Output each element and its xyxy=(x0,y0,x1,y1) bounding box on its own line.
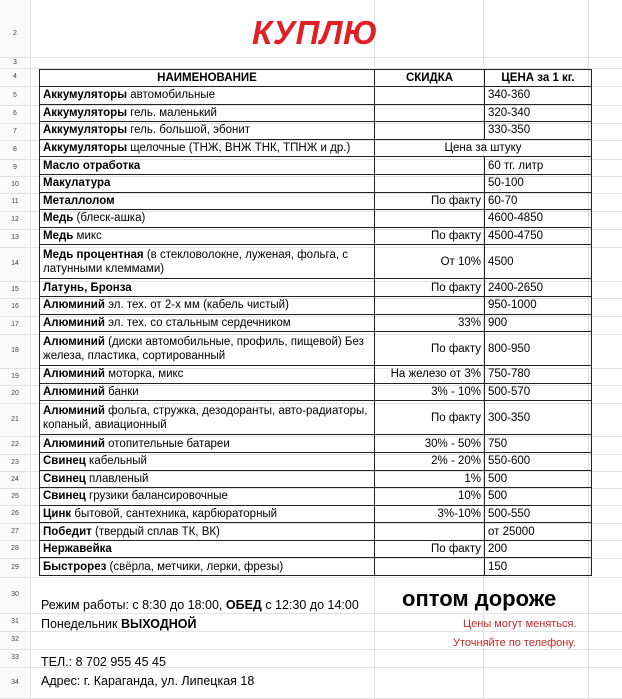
item-name-bold: Алюминий xyxy=(43,386,105,399)
item-name-bold: Макулатура xyxy=(43,177,111,190)
item-name xyxy=(40,122,375,140)
item-name-bold: Свинец xyxy=(43,472,86,485)
row-number[interactable]: 26 xyxy=(11,510,19,517)
item-discount: 2% - 20% xyxy=(375,452,485,470)
table-row xyxy=(40,435,592,453)
item-discount: 33% xyxy=(375,314,485,332)
item-price: 50-100 xyxy=(485,174,592,192)
table-row xyxy=(40,366,592,384)
item-price: 800-950 xyxy=(485,332,592,366)
item-name-bold: Алюминий xyxy=(43,368,105,381)
item-discount: По факту xyxy=(375,227,485,245)
item-discount: 3%-10% xyxy=(375,505,485,523)
item-name xyxy=(40,87,375,105)
table-row xyxy=(40,279,592,297)
item-discount: 30% - 50% xyxy=(375,435,485,453)
row-number[interactable]: 9 xyxy=(13,163,17,171)
item-name-detail: (свёрла, метчики, лерки, фрезы) xyxy=(106,560,284,573)
item-name-detail: (твердый сплав ТК, ВК) xyxy=(91,525,220,538)
item-price: 500 xyxy=(485,470,592,488)
item-name-bold: Нержавейка xyxy=(43,543,112,556)
row-gridline xyxy=(0,58,622,69)
address: Адрес: г. Караганда, ул. Липецкая 18 xyxy=(41,674,255,688)
item-discount: По факту xyxy=(375,332,485,366)
item-price: 4600-4850 xyxy=(485,210,592,228)
table-row xyxy=(40,470,592,488)
item-name-bold: Медь xyxy=(43,230,74,243)
item-name-bold: Аккумуляторы xyxy=(43,142,128,155)
item-name xyxy=(40,245,375,279)
item-name-bold: Металлолом xyxy=(43,194,115,207)
item-price: 2400-2650 xyxy=(485,279,592,297)
item-name-detail: грузики балансировочные xyxy=(85,490,228,503)
row-number[interactable]: 10 xyxy=(11,180,19,188)
item-price: 4500 xyxy=(485,245,592,279)
row-number[interactable]: 6 xyxy=(13,110,17,117)
work-hours xyxy=(41,598,359,612)
note-confirm-phone: Уточняйте по телефону. xyxy=(453,637,576,649)
row-number[interactable]: 30 xyxy=(11,591,19,598)
item-name-detail: эл. тех. от 2-х мм (кабель чистый) xyxy=(104,299,289,312)
item-name xyxy=(40,210,375,228)
item-name-detail: гель. большой, эбонит xyxy=(127,124,251,137)
item-discount xyxy=(375,122,485,140)
table-row xyxy=(40,245,592,279)
item-name xyxy=(40,523,375,541)
table-row xyxy=(40,505,592,523)
row-number[interactable]: 17 xyxy=(11,321,19,328)
table-row xyxy=(40,488,592,506)
table-row xyxy=(40,139,592,157)
item-discount: По факту xyxy=(375,192,485,210)
item-name xyxy=(40,104,375,122)
item-price: 60-70 xyxy=(485,192,592,210)
row-number[interactable]: 2 xyxy=(13,30,17,37)
monday-value: ВЫХОДНОЙ xyxy=(120,617,197,631)
table-row xyxy=(40,192,592,210)
item-price: 750 xyxy=(485,435,592,453)
item-name xyxy=(40,174,375,192)
table-row xyxy=(40,558,592,576)
item-discount: 3% - 10% xyxy=(375,383,485,401)
item-name-detail: (блеск-ашка) xyxy=(73,212,146,225)
table-row xyxy=(40,210,592,228)
item-price: 900 xyxy=(485,314,592,332)
row-number[interactable]: 16 xyxy=(11,303,19,310)
item-name xyxy=(40,505,375,523)
row-number[interactable]: 20 xyxy=(11,390,19,397)
item-name-detail: микс xyxy=(73,230,102,243)
item-name-bold: Цинк xyxy=(43,507,72,520)
item-name xyxy=(40,192,375,210)
table-row xyxy=(40,104,592,122)
item-discount xyxy=(375,174,485,192)
lunch-time: с 12:30 до 14:00 xyxy=(261,598,359,612)
item-price: 4500-4750 xyxy=(485,227,592,245)
row-number[interactable]: 24 xyxy=(11,475,19,483)
header-discount: СКИДКА xyxy=(375,70,485,87)
item-price: от 25000 xyxy=(485,523,592,541)
lunch-label: ОБЕД xyxy=(225,598,262,612)
wholesale-banner: оптом дороже xyxy=(402,586,557,611)
table-row xyxy=(40,227,592,245)
row-number[interactable]: 5 xyxy=(13,91,17,99)
page-title: КУПЛЮ xyxy=(252,14,378,51)
row-number[interactable]: 3 xyxy=(13,58,17,66)
item-name xyxy=(40,452,375,470)
item-name-bold: Масло отработка xyxy=(43,159,141,172)
item-price: 330-350 xyxy=(485,122,592,140)
row-number[interactable]: 8 xyxy=(13,145,17,153)
item-price: 320-340 xyxy=(485,104,592,122)
item-price: 950-1000 xyxy=(485,296,592,314)
row-number[interactable]: 15 xyxy=(11,285,19,293)
table-row xyxy=(40,332,592,366)
item-name-detail: бытовой, сантехника, карбюраторный xyxy=(71,507,278,520)
row-number[interactable]: 14 xyxy=(11,260,19,267)
item-name xyxy=(40,558,375,576)
row-number[interactable]: 29 xyxy=(11,563,19,571)
item-price: 550-600 xyxy=(485,452,592,470)
item-name-bold: Алюминий xyxy=(43,437,105,450)
item-price: 750-780 xyxy=(485,366,592,384)
item-price: 340-360 xyxy=(485,87,592,105)
header-name: НАИМЕНОВАНИЕ xyxy=(40,70,375,87)
item-name-detail: плавленый xyxy=(85,472,149,485)
monday-info xyxy=(41,617,196,631)
item-name xyxy=(40,470,375,488)
table-row xyxy=(40,452,592,470)
item-price: 500-550 xyxy=(485,505,592,523)
row-number[interactable]: 11 xyxy=(11,198,19,205)
item-name-detail: банки xyxy=(104,386,139,399)
table-row xyxy=(40,296,592,314)
item-discount xyxy=(375,523,485,541)
item-name xyxy=(40,139,375,157)
item-discount xyxy=(375,296,485,314)
item-name-detail: (в стекловолокне, луженая, фольга, с латунными клеммами) xyxy=(43,248,349,275)
table-row xyxy=(40,383,592,401)
table-row xyxy=(40,157,592,175)
item-name xyxy=(40,314,375,332)
item-name-detail: (диски автомобильные, профиль, пищевой) Без железа, пластика, сортированный xyxy=(43,335,364,362)
item-discount xyxy=(375,87,485,105)
item-price: 500 xyxy=(485,488,592,506)
table-row xyxy=(40,540,592,558)
row-number[interactable]: 27 xyxy=(11,527,19,535)
table-row xyxy=(40,174,592,192)
item-name-detail: щелочные (ТНЖ, ВНЖ ТНК, ТПНЖ и др.) xyxy=(127,142,351,155)
item-discount: На железо от 3% xyxy=(375,366,485,384)
item-name-detail: фольга, стружка, дезодоранты, авто-радиаторы, копаный, авиационный xyxy=(43,404,368,431)
item-name xyxy=(40,540,375,558)
item-discount xyxy=(375,104,485,122)
item-discount: 1% xyxy=(375,470,485,488)
item-name-bold: Аккумуляторы xyxy=(43,106,128,119)
table-row xyxy=(40,122,592,140)
row-number[interactable]: 25 xyxy=(11,492,19,500)
row-number[interactable]: 12 xyxy=(11,216,19,223)
header-price: ЦЕНА за 1 кг. xyxy=(485,70,592,87)
item-price: 200 xyxy=(485,540,592,558)
item-discount xyxy=(375,210,485,228)
item-name-bold: Аккумуляторы xyxy=(43,89,128,102)
item-name-detail: гель. маленький xyxy=(127,106,217,119)
item-name xyxy=(40,401,375,435)
item-name xyxy=(40,435,375,453)
item-name xyxy=(40,279,375,297)
item-discount: От 10% xyxy=(375,245,485,279)
price-table xyxy=(39,69,592,576)
item-price: 300-350 xyxy=(485,401,592,435)
item-price: Цена за штуку xyxy=(375,139,592,157)
monday-label: Понедельник xyxy=(41,617,121,631)
item-name-detail: эл. тех. со стальным сердечником xyxy=(104,316,291,329)
item-name-bold: Аккумуляторы xyxy=(43,124,128,137)
row-number[interactable]: 33 xyxy=(11,654,19,661)
item-name-bold: Свинец xyxy=(43,490,86,503)
table-row xyxy=(40,523,592,541)
table-header-row xyxy=(40,70,592,87)
item-name xyxy=(40,227,375,245)
item-name-bold: Быстрорез xyxy=(43,560,107,573)
item-name-detail: отопительные батареи xyxy=(104,437,230,450)
row-number[interactable]: 22 xyxy=(11,441,19,448)
item-price: 60 тг. литр xyxy=(485,157,592,175)
phone: ТЕЛ.: 8 702 955 45 45 xyxy=(41,655,166,669)
item-price: 500-570 xyxy=(485,383,592,401)
item-price: 150 xyxy=(485,558,592,576)
table-row xyxy=(40,314,592,332)
note-prices-change: Цены могут меняться. xyxy=(463,618,577,630)
item-discount: По факту xyxy=(375,401,485,435)
item-name xyxy=(40,332,375,366)
item-discount xyxy=(375,558,485,576)
item-name-bold: Алюминий xyxy=(43,335,105,348)
row-number[interactable]: 32 xyxy=(11,636,19,643)
item-name-bold: Медь xyxy=(43,212,74,225)
table-row xyxy=(40,401,592,435)
item-discount: По факту xyxy=(375,540,485,558)
item-name xyxy=(40,296,375,314)
item-discount: 10% xyxy=(375,488,485,506)
row-number[interactable]: 13 xyxy=(11,234,19,241)
item-discount: По факту xyxy=(375,279,485,297)
item-name xyxy=(40,383,375,401)
item-name xyxy=(40,157,375,175)
row-number[interactable]: 4 xyxy=(13,73,17,80)
row-number[interactable]: 28 xyxy=(11,545,19,552)
row-number[interactable]: 7 xyxy=(13,127,17,135)
row-number[interactable]: 18 xyxy=(11,347,19,354)
item-name-bold: Алюминий xyxy=(43,299,105,312)
table-row xyxy=(40,87,592,105)
item-name-bold: Латунь, Бронза xyxy=(43,281,132,294)
row-number[interactable]: 21 xyxy=(11,415,19,423)
work-hours-text: Режим работы: с 8:30 до 18:00, xyxy=(41,598,226,612)
item-discount xyxy=(375,157,485,175)
table-body xyxy=(40,87,592,576)
item-name-detail: автомобильные xyxy=(127,89,216,102)
item-name-detail: моторка, микс xyxy=(104,368,184,381)
item-name-bold: Алюминий xyxy=(43,404,105,417)
item-name-bold: Алюминий xyxy=(43,316,105,329)
item-name-bold: Медь процентная xyxy=(43,248,144,261)
row-number[interactable]: 31 xyxy=(11,618,19,625)
row-number[interactable]: 34 xyxy=(11,678,19,686)
item-name xyxy=(40,366,375,384)
item-name-bold: Свинец xyxy=(43,455,86,468)
row-number[interactable]: 23 xyxy=(11,458,19,466)
item-name xyxy=(40,488,375,506)
item-name-detail: кабельный xyxy=(85,455,147,468)
row-number[interactable]: 19 xyxy=(11,372,19,380)
item-name-bold: Победит xyxy=(43,525,92,538)
